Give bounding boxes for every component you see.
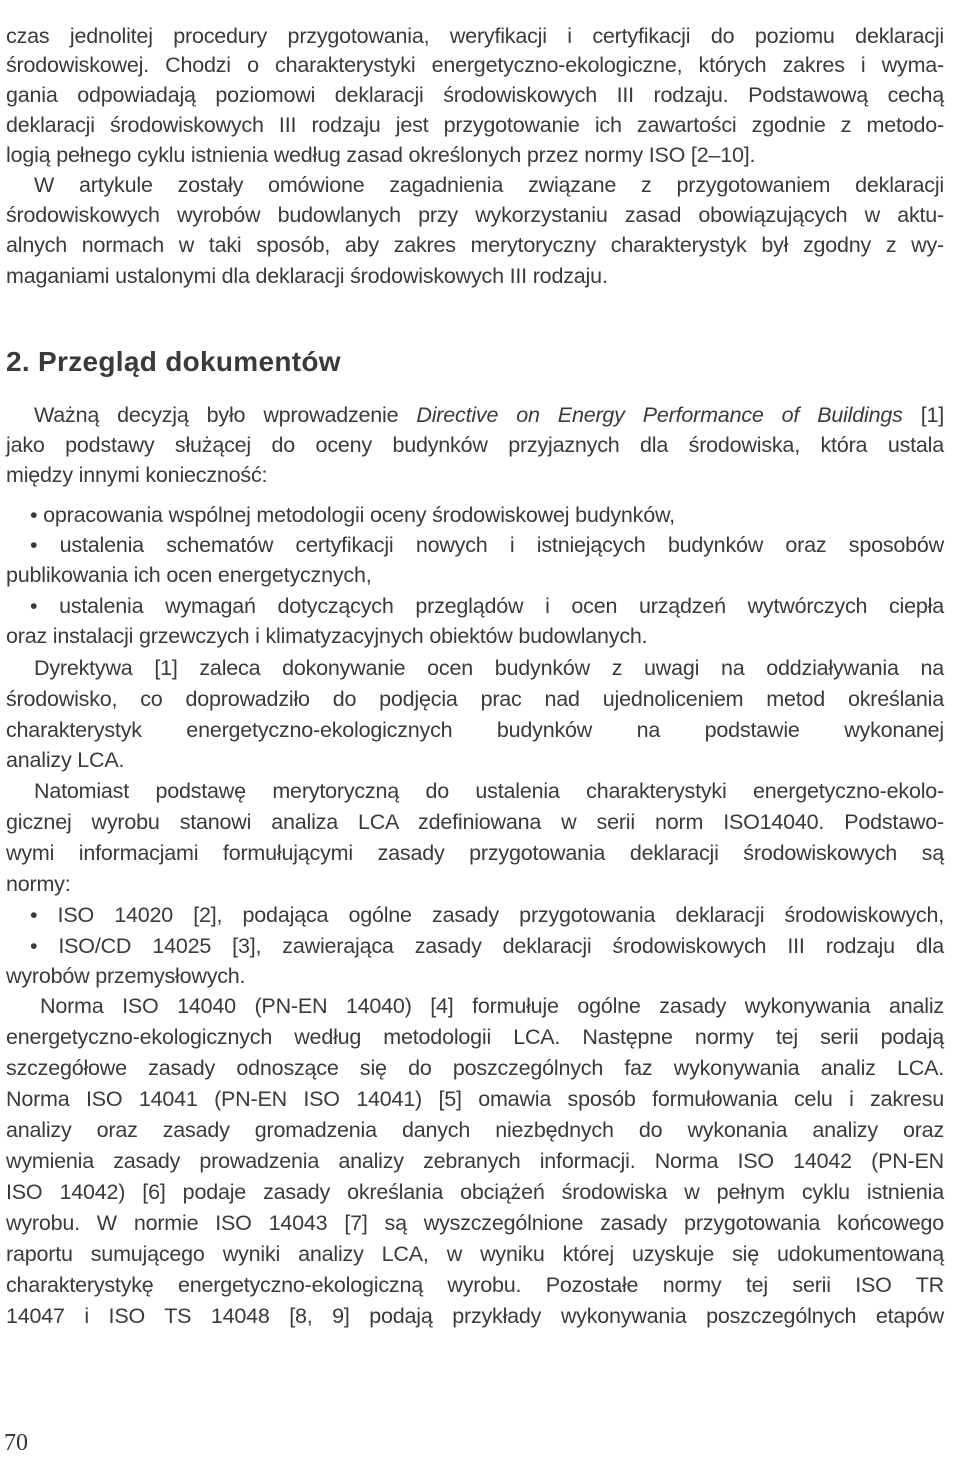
list-item: • ISO/CD 14025 [3], zawierająca zasady deklaracji środowiskowych III rodzaju dla (30, 934, 944, 958)
text-line: W artykule zostały omówione zagadnienia związane z przygotowaniem deklaracji (34, 173, 944, 197)
text-span: Ważną decyzją było wprowadzenie (34, 403, 417, 427)
section-heading: 2. Przegląd dokumentów (6, 346, 341, 377)
text-line: charakterystyk energetyczno-ekologicznych budynków na podstawie wykonanej (6, 718, 944, 742)
list-item: • ustalenia schematów certyfikacji nowych i istniejących budynków oraz sposobów (30, 533, 944, 557)
text-line (34, 400, 944, 430)
list-item: • opracowania wspólnej metodologii oceny środowiskowej budynków, (30, 503, 675, 527)
text-line: publikowania ich ocen energetycznych, (6, 563, 372, 587)
text-line: maganiami ustalonymi dla deklaracji środowiskowych III rodzaju. (6, 264, 608, 288)
text-line: Natomiast podstawę merytoryczną do ustalenia charakterystyki energetyczno-ekolo- (34, 779, 944, 803)
text-line: szczegółowe zasady odnoszące się do poszczególnych faz wykonywania analiz LCA. (6, 1056, 944, 1080)
text-line: wyrobów przemysłowych. (6, 964, 246, 988)
text-line: 14047 i ISO TS 14048 [8, 9] podają przykłady wykonywania poszczególnych etapów (6, 1304, 944, 1328)
text-line: wymi informacjami formułującymi zasady przygotowania deklaracji środowiskowych są (6, 841, 944, 865)
text-line: analizy LCA. (6, 748, 125, 772)
text-line: raportu sumującego wyniki analizy LCA, w wyniku której uzyskuje się udokumentowaną (6, 1242, 944, 1266)
text-span: [1] (902, 403, 945, 427)
list-item: • ISO 14020 [2], podająca ogólne zasady przygotowania deklaracji środowiskowych, (30, 903, 944, 927)
text-line: logią pełnego cyklu istnienia według zasad określonych przez normy ISO [2–10]. (6, 143, 756, 167)
text-line: energetyczno-ekologicznych według metodologii LCA. Następne normy tej serii podają (6, 1025, 944, 1049)
text-line: Dyrektywa [1] zaleca dokonywanie ocen budynków z uwagi na oddziaływania na (34, 656, 944, 680)
text-line: gicznej wyrobu stanowi analiza LCA zdefiniowana w serii norm ISO14040. Podstawo- (6, 810, 944, 834)
text-line: Norma ISO 14041 (PN-EN ISO 14041) [5] omawia sposób formułowania celu i zakresu (6, 1087, 944, 1111)
text-line: środowiskowych wyrobów budowlanych przy wykorzystaniu zasad obowiązujących w aktu- (6, 203, 944, 227)
text-line: gania odpowiadają poziomowi deklaracji środowiskowych III rodzaju. Podstawową cechą (6, 83, 944, 107)
text-line: między innymi konieczność: (6, 463, 268, 487)
text-line: wyrobu. W normie ISO 14043 [7] są wyszczególnione zasady przygotowania końcowego (6, 1211, 944, 1235)
text-line: środowisko, co doprowadziło do podjęcia prac nad ujednoliceniem metod określania (6, 687, 944, 711)
text-line: wymienia zasady prowadzenia analizy zebranych informacji. Norma ISO 14042 (PN-EN (6, 1149, 944, 1173)
text-line: normy: (6, 872, 71, 896)
text-line: czas jednolitej procedury przygotowania, weryfikacji i certyfikacji do poziomu deklaracji (6, 24, 944, 48)
text-line: alnych normach w taki sposób, aby zakres merytoryczny charakterystyk był zgodny z wy- (6, 233, 944, 257)
text-line: analizy oraz zasady gromadzenia danych niezbędnych do wykonania analizy oraz (6, 1118, 944, 1142)
text-line: oraz instalacji grzewczych i klimatyzacyjnych obiektów budowlanych. (6, 624, 648, 648)
list-item: • ustalenia wymagań dotyczących przeglądów i ocen urządzeń wytwórczych ciepła (30, 594, 944, 618)
text-line: deklaracji środowiskowych III rodzaju jest przygotowanie ich zawartości zgodnie z metodo- (6, 113, 944, 137)
text-line: Norma ISO 14040 (PN-EN 14040) [4] formułuje ogólne zasady wykonywania analiz (40, 994, 944, 1018)
text-line: charakterystykę energetyczno-ekologiczną wyrobu. Pozostałe normy tej serii ISO TR (6, 1273, 944, 1297)
text-line: ISO 14042) [6] podaje zasady określania obciążeń środowiska w pełnym cyklu istnienia (6, 1180, 944, 1204)
text-line: środowiskowej. Chodzi o charakterystyki energetyczno-ekologiczne, których zakres i wyma- (6, 53, 944, 77)
page-number: 70 (4, 1430, 28, 1456)
directive-title: Directive on Energy Performance of Buildings (416, 403, 903, 427)
text-line: jako podstawy służącej do oceny budynków przyjaznych dla środowiska, która ustala (6, 433, 944, 457)
